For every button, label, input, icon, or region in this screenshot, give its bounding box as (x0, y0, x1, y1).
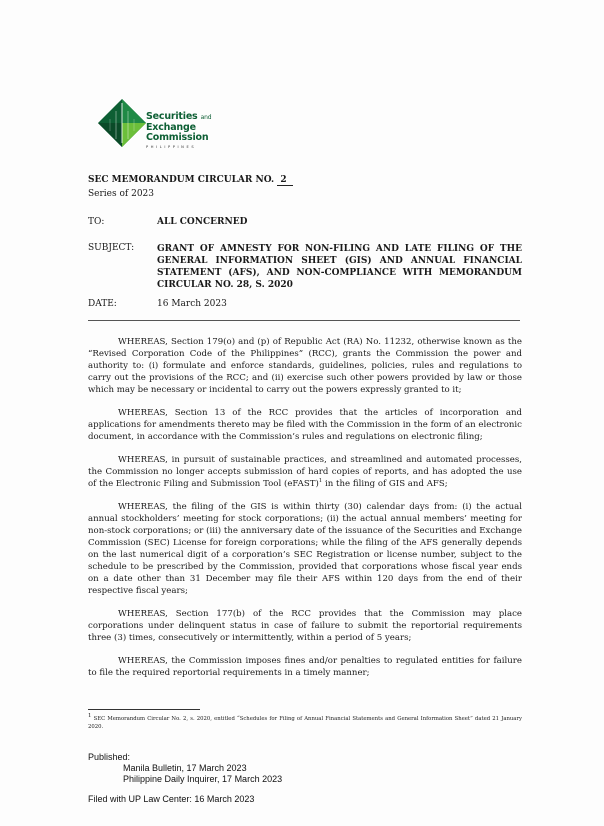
paragraph-4: WHEREAS, the filing of the GIS is within thirty (30) calendar days from: (i) the actual annual stockholders’ meeting for stock corporations; (ii) the actual annual members’ meeting for non-stock corporations; or (iii) the anniversary date of the issuance of the Securities and Exchange Commission (SEC) License for foreign corporations; while the filing of the AFS generally depends on the last numerical digit of a corporation’s SEC Registration or license number, subject to the schedule to be prescribed by the Commission, provided that corporations whose fiscal year ends on a date other than 31 December may file their AFS within 120 days from the end of their respective fiscal years; (88, 502, 522, 596)
logo-line3: Commission (146, 132, 209, 143)
paragraph-6: WHEREAS, the Commission imposes fines and/or penalties to regulated entities for failure to file the required reportorial requirements in a timely manner; (88, 656, 522, 678)
paragraph-2: WHEREAS, Section 13 of the RCC provides that the articles of incorporation and applications for amendments thereto may be filed with the Commission in the form of an electronic document, in accordance with the Commission’s rules and regulations on electronic filing; (88, 408, 522, 442)
paragraph-3 (88, 454, 522, 490)
date-label: DATE: (88, 299, 117, 309)
logo-country: PHILIPPINES (146, 145, 197, 149)
header-divider (88, 320, 520, 321)
paragraph-5: WHEREAS, Section 177(b) of the RCC provides that the Commission may place corporations under delinquent status in case of failure to submit the reportorial requirements three (3) times, consecutively or intermittently, within a period of 5 years; (88, 609, 522, 643)
sec-logo (96, 97, 226, 167)
footnote-divider (88, 709, 200, 710)
filed-with-law-center: Filed with UP Law Center: 16 March 2023 (88, 794, 255, 804)
subject-value: GRANT OF AMNESTY FOR NON-FILING AND LATE FILING OF THE GENERAL INFORMATION SHEET (GIS) AND ANNUAL FINANCIAL STATEMENT (AFS), AND NON-COMPLIANCE WITH MEMORANDUM CIRCULAR NO. 28, S. 2020 (157, 244, 522, 290)
circular-number: 2 (277, 175, 292, 186)
circular-series: Series of 2023 (88, 189, 154, 199)
footnote-ref: 1 (318, 478, 323, 485)
logo-line1: Securities (146, 111, 198, 122)
paragraph-1: WHEREAS, Section 179(o) and (p) of Republic Act (RA) No. 11232, otherwise known as the “Revised Corporation Code of the Philippines” (RCC), grants the Commission the power and authority to: (i) formulate and enforce standards, guidelines, policies, rules and regulations to carry out the provisions of the RCC; and (ii) exercise such other powers provided by law or those which may be necessary or incidental to carry out the powers expressly granted to it; (88, 337, 522, 395)
to-value: ALL CONCERNED (157, 217, 248, 227)
published-label: Published: (88, 752, 131, 762)
footnote-text: SEC Memorandum Circular No. 2, s. 2020, entitled “Schedules for Filing of Annual Financial Statements and General Information Sheet” dated 21 January 2020. (88, 716, 522, 730)
published-line-1: Manila Bulletin, 17 March 2023 (123, 763, 247, 773)
paragraph-3-text: WHEREAS, in pursuit of sustainable practices, and streamlined and automated processes, the Commission no longer accepts submission of hard copies of reports, and has adopted the use of the Electronic Filing and Submission Tool (eFAST) (88, 455, 522, 489)
subject-label: SUBJECT: (88, 243, 135, 253)
logo-line2: Exchange (146, 122, 196, 133)
logo-wordmark (146, 112, 211, 149)
published-line-2: Philippine Daily Inquirer, 17 March 2023 (123, 774, 283, 784)
circular-title (88, 175, 293, 186)
to-label: TO: (88, 217, 105, 227)
document-body (88, 336, 522, 690)
footnote-marker: 1 (88, 713, 92, 720)
paragraph-3-tail: in the filing of GIS and AFS; (322, 479, 448, 489)
sec-logo-icon (96, 97, 148, 169)
circular-label: SEC MEMORANDUM CIRCULAR NO. (88, 175, 275, 185)
date-value: 16 March 2023 (157, 299, 227, 309)
logo-line1-small: and (200, 114, 212, 121)
footnote (88, 715, 522, 731)
